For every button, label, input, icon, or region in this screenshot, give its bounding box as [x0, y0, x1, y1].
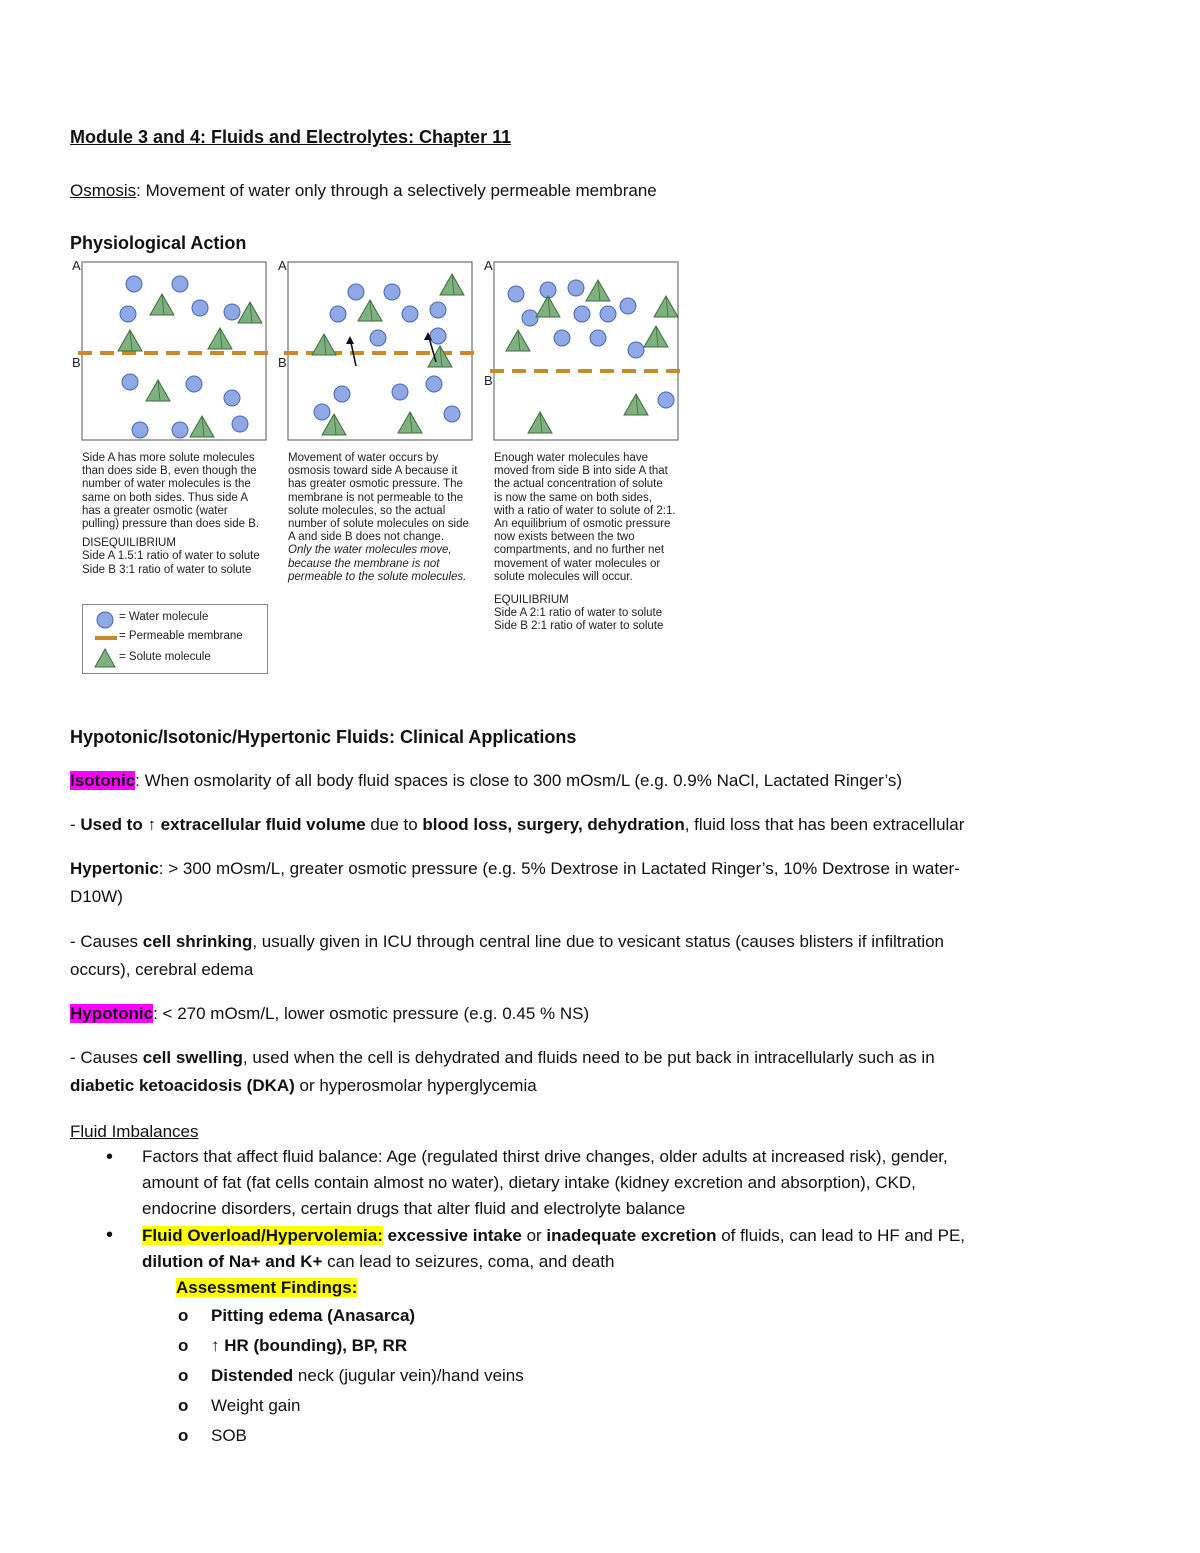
water-molecule [590, 330, 606, 346]
finding-text: Weight gain [211, 1396, 301, 1415]
water-molecule [192, 300, 208, 316]
water-molecule [620, 298, 636, 314]
caption-line: the actual concentration of solute [494, 478, 663, 491]
finding-bold: ↑ HR (bounding), BP, RR [211, 1336, 408, 1355]
isotonic-use-bold2: blood loss, surgery, dehydration [422, 815, 685, 834]
isotonic-use-bold1: Used to ↑ extracellular fluid volume [80, 815, 366, 834]
sub-bullet-glyph: o [178, 1366, 189, 1385]
water-molecule [370, 330, 386, 346]
water-molecule [126, 276, 142, 292]
water-molecule [224, 304, 240, 320]
caption-line: is now the same on both sides, [494, 491, 652, 504]
water-molecule [224, 390, 240, 406]
caption-movement [288, 452, 469, 584]
water-molecule [172, 276, 188, 292]
ratio-side-b-eq: Side B 2:1 ratio of water to solute [494, 620, 664, 633]
water-molecule [522, 310, 538, 326]
caption-line: osmosis toward side A because it [288, 465, 458, 478]
osmosis-diagram [70, 256, 695, 456]
hypertonic-text2: D10W) [70, 887, 123, 906]
isotonic-label: Isotonic [70, 771, 136, 790]
water-molecule [444, 406, 460, 422]
water-molecule [658, 392, 674, 408]
caption-line: solute molecules will occur. [494, 570, 633, 583]
water-molecule [348, 284, 364, 300]
water-molecule [122, 374, 138, 390]
water-molecule [330, 306, 346, 322]
sub-bullet-glyph: o [178, 1426, 189, 1445]
caption-line: moved from side B into side A that [494, 465, 668, 478]
caption-line: with a ratio of water to solute of 2:1. [494, 504, 676, 517]
water-molecule [186, 376, 202, 392]
isotonic-definition [70, 770, 902, 792]
caption-line: Enough water molecules have [494, 452, 649, 464]
assessment-findings-label [176, 1277, 357, 1299]
water-molecule [628, 342, 644, 358]
caption-italic-line: permeable to the solute molecules. [288, 570, 467, 583]
water-molecule [574, 306, 590, 322]
osmosis-figure [70, 256, 695, 681]
side-a-label: A [72, 258, 81, 273]
water-molecule [508, 286, 524, 302]
overload-line-1 [142, 1225, 965, 1247]
document-title: Module 3 and 4: Fluids and Electrolytes: Chapter 11 [70, 127, 512, 147]
hypertonic-cause-pre: - Causes [70, 932, 143, 951]
finding-bold: Distended [211, 1366, 294, 1385]
finding-bold: Pitting edema (Anasarca) [211, 1306, 416, 1325]
legend-solute: = Solute molecule [119, 651, 211, 663]
equilibrium-label: EQUILIBRIUM [494, 594, 569, 607]
figure-legend [82, 604, 268, 674]
caption-line: An equilibrium of osmotic pressure [494, 518, 671, 531]
hypertonic-label: Hypertonic [70, 859, 159, 878]
water-molecule [384, 284, 400, 300]
caption-line: has greater osmotic pressure. The [288, 478, 463, 491]
hypertonic-cause-bold: cell shrinking [142, 932, 253, 951]
side-b-label: B [484, 373, 493, 388]
caption-line: movement of water molecules or [494, 557, 661, 570]
hypotonic-cause-pre: - Causes [70, 1048, 143, 1067]
caption-line: same on both sides. Thus side A [82, 491, 248, 504]
legend-water: = Water molecule [119, 611, 209, 623]
finding-text: SOB [211, 1426, 247, 1445]
hypertonic-definition [70, 858, 960, 880]
osmosis-text: : Movement of water only through a selectively permeable membrane [136, 181, 657, 200]
hypotonic-text: : < 270 mOsm/L, lower osmotic pressure (e.g. 0.45 % NS) [153, 1004, 590, 1023]
arrow-head [346, 336, 354, 344]
hypertonic-text1: : > 300 mOsm/L, greater osmotic pressure (e.g. 5% Dextrose in Lactated Ringer’s, 10% Dextrose in water- [158, 859, 960, 878]
caption-line: membrane is not permeable to the [288, 491, 464, 504]
water-molecule [402, 306, 418, 322]
water-molecule [334, 386, 350, 402]
osmosis-definition [70, 180, 657, 202]
hypertonic-cause-rest2: occurs), cerebral edema [70, 960, 254, 979]
osmosis-term: Osmosis [70, 181, 137, 200]
overload-line-2 [142, 1251, 614, 1273]
water-molecule [172, 422, 188, 438]
assessment-label: Assessment Findings: [176, 1278, 358, 1297]
hypotonic-cause-line2 [70, 1075, 537, 1097]
hypotonic-dka: diabetic ketoacidosis (DKA) [70, 1076, 295, 1095]
caption-italic-line: because the membrane is not [288, 557, 440, 570]
side-b-label: B [72, 355, 81, 370]
water-molecule [568, 280, 584, 296]
water-molecule [426, 376, 442, 392]
hypotonic-cause [70, 1047, 935, 1069]
isotonic-use-mid: due to [365, 815, 423, 834]
legend-solute-icon [95, 649, 115, 667]
side-a-label: A [278, 258, 287, 273]
caption-line: has a greater osmotic (water [82, 504, 228, 517]
isotonic-text: : When osmolarity of all body fluid spaces is close to 300 mOsm/L (e.g. 0.9% NaCl, Lactated Ringer’s) [135, 771, 903, 790]
water-molecule [554, 330, 570, 346]
overload-excessive: excessive intake [387, 1226, 522, 1245]
water-molecule [600, 306, 616, 322]
water-molecule [314, 404, 330, 420]
finding-item [211, 1303, 415, 1329]
fluid-imbalances-heading: Fluid Imbalances [70, 1122, 199, 1141]
water-molecule [232, 416, 248, 432]
sub-bullet-glyph: o [178, 1306, 189, 1325]
water-molecule [430, 328, 446, 344]
overload-inadequate: inadequate excretion [546, 1226, 717, 1245]
finding-item [211, 1423, 247, 1449]
sub-bullet-glyph: o [178, 1396, 189, 1415]
isotonic-dash: - [70, 815, 81, 834]
legend-membrane-icon [95, 636, 117, 640]
disequilibrium-label: DISEQUILIBRIUM [82, 537, 176, 550]
physiological-action-heading: Physiological Action [70, 233, 247, 253]
side-a-label: A [484, 258, 493, 273]
caption-line: than does side B, even though the [82, 465, 257, 478]
hypotonic-cause-rest2: or hyperosmolar hyperglycemia [294, 1076, 537, 1095]
isotonic-use-end: , fluid loss that has been extracellular [684, 815, 965, 834]
caption-line: compartments, and no further net [494, 544, 665, 557]
legend-membrane: = Permeable membrane [119, 630, 243, 642]
hypertonic-cause-rest1: , usually given in ICU through central line due to vesicant status (causes blisters if infiltration [252, 932, 945, 951]
side-b-label: B [278, 355, 287, 370]
caption-line: pulling) pressure than does side B. [82, 518, 260, 531]
caption-equilibrium [494, 452, 676, 634]
hypotonic-label: Hypotonic [70, 1004, 154, 1023]
overload-or: or [521, 1226, 547, 1245]
finding-text: neck (jugular vein)/hand veins [293, 1366, 524, 1385]
fluids-heading: Hypotonic/Isotonic/Hypertonic Fluids: Clinical Applications [70, 727, 577, 747]
finding-item [211, 1363, 524, 1389]
factors-line-2: amount of fat (fat cells contain almost no water), dietary intake (kidney excretion and absorption), CKD, [142, 1173, 916, 1192]
caption-line: Movement of water occurs by [288, 452, 439, 464]
hypotonic-definition [70, 1003, 589, 1025]
caption-italic-line: Only the water molecules move, [288, 544, 452, 557]
finding-item [211, 1333, 407, 1359]
sub-bullet-glyph: o [178, 1336, 189, 1355]
ratio-side-a: Side A 1.5:1 ratio of water to solute [82, 550, 260, 563]
overload-label: Fluid Overload/Hypervolemia: [142, 1226, 383, 1245]
bullet-glyph: • [106, 1146, 114, 1168]
factors-line-1: Factors that affect fluid balance: Age (regulated thirst drive changes, older adults at increased risk), gender, [142, 1147, 948, 1166]
caption-line: number of solute molecules on side [288, 518, 469, 531]
hypertonic-cause [70, 931, 944, 953]
overload-dilution: dilution of Na+ and K+ [142, 1252, 323, 1271]
caption-line: now exists between the two [494, 531, 635, 544]
water-molecule [392, 384, 408, 400]
caption-line: solute molecules, so the actual [288, 504, 446, 517]
water-molecule [132, 422, 148, 438]
hypotonic-cause-rest1: , used when the cell is dehydrated and fluids need to be put back in intracellularly such as in [242, 1048, 935, 1067]
overload-text2: of fluids, can lead to HF and PE, [716, 1226, 966, 1245]
isotonic-use [70, 814, 964, 836]
ratio-side-a-eq: Side A 2:1 ratio of water to solute [494, 607, 663, 620]
water-molecule [120, 306, 136, 322]
legend-water-icon [97, 612, 113, 628]
water-molecule [430, 302, 446, 318]
factors-line-3: endocrine disorders, certain drugs that alter fluid and electrolyte balance [142, 1199, 686, 1218]
finding-item [211, 1393, 300, 1419]
bullet-glyph: • [106, 1224, 114, 1246]
caption-line: A and side B does not change. [288, 531, 445, 544]
caption-line: number of water molecules is the [82, 478, 251, 491]
hypotonic-cause-bold: cell swelling [142, 1048, 243, 1067]
caption-disequilibrium [82, 452, 260, 577]
ratio-side-b: Side B 3:1 ratio of water to solute [82, 563, 252, 576]
caption-line: Side A has more solute molecules [82, 452, 255, 464]
overload-text3: can lead to seizures, coma, and death [322, 1252, 615, 1271]
